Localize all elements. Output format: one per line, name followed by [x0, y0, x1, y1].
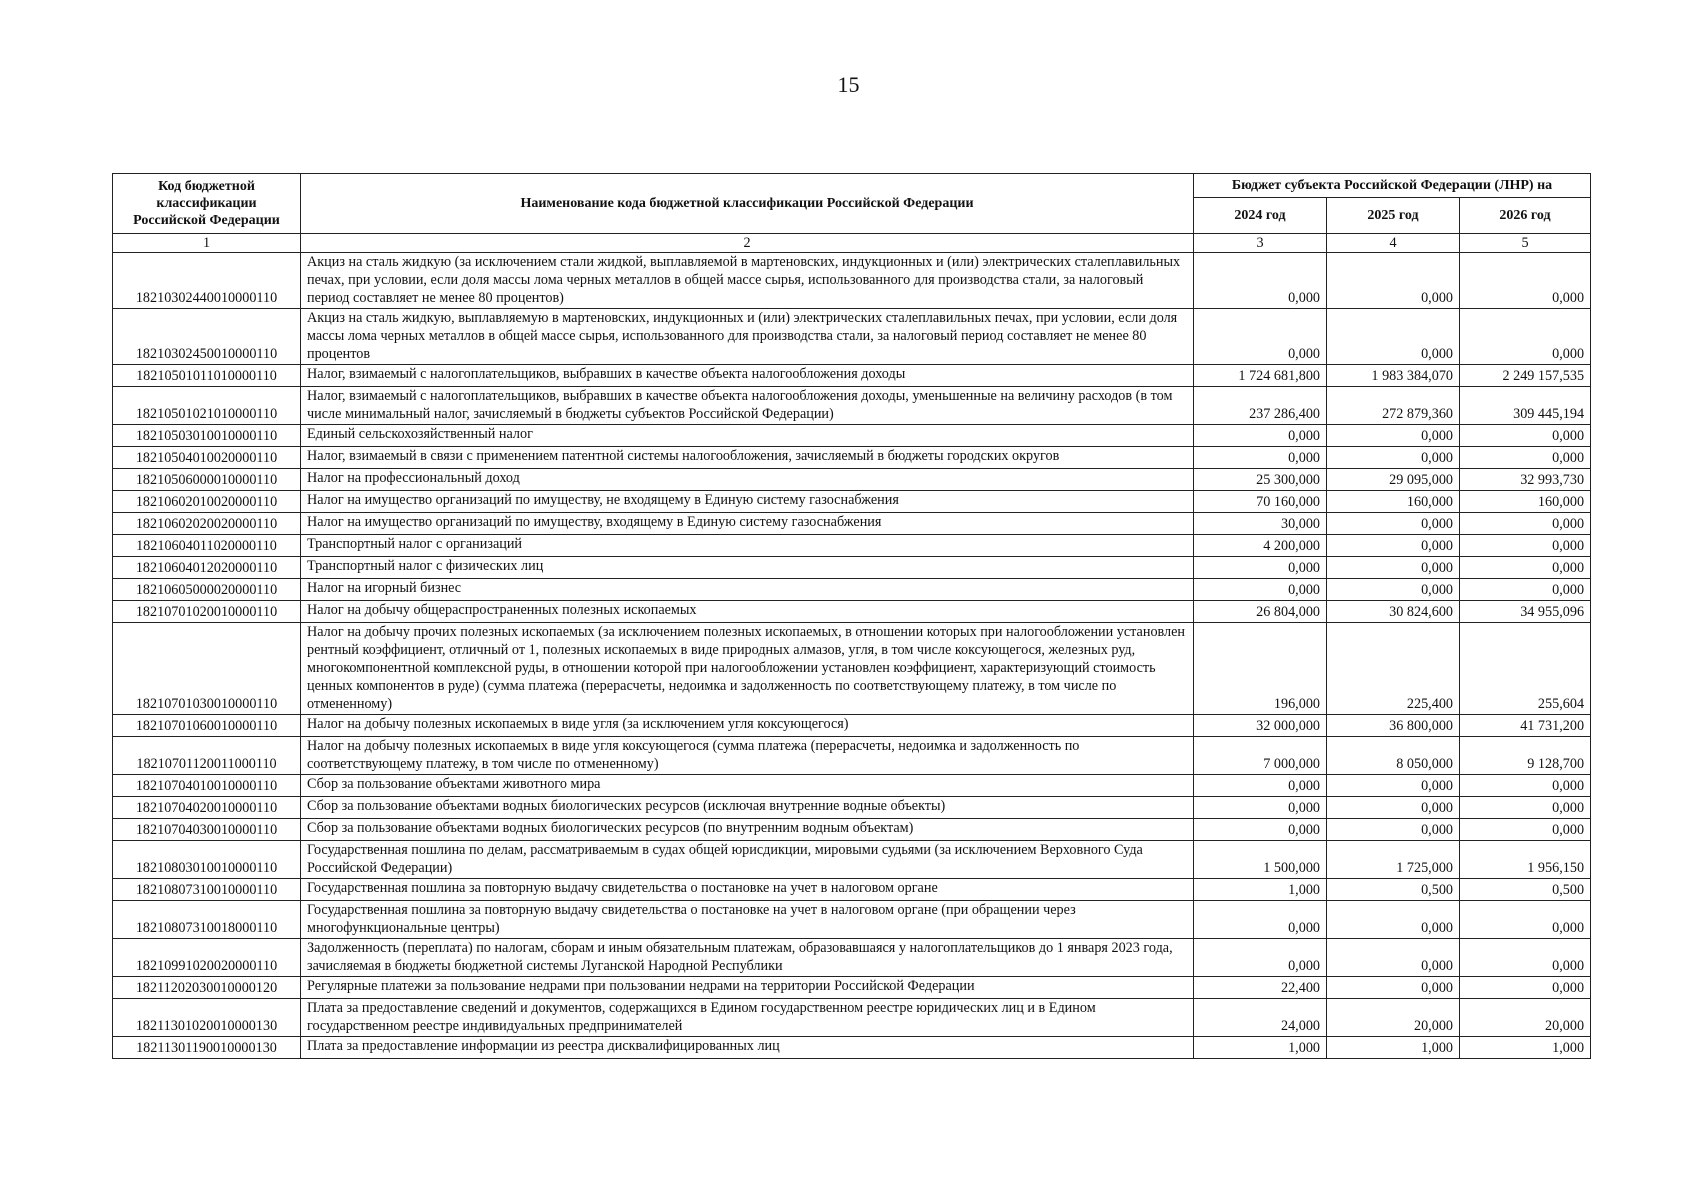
column-number-row — [113, 234, 1591, 253]
cell-2024: 0,000 — [1194, 939, 1327, 977]
cell-2025: 0,500 — [1327, 879, 1460, 901]
cell-code: 18210701120011000110 — [113, 737, 301, 775]
table-row — [113, 841, 1591, 879]
cell-2026: 0,000 — [1460, 939, 1591, 977]
header-code: Код бюджетной классификации Российской Федерации — [113, 174, 301, 234]
cell-code: 18210604012020000110 — [113, 557, 301, 579]
cell-code: 18211301190010000130 — [113, 1037, 301, 1059]
cell-2026: 1 956,150 — [1460, 841, 1591, 879]
cell-2026: 0,000 — [1460, 557, 1591, 579]
cell-name: Налог на игорный бизнес — [301, 579, 1194, 601]
cell-2026: 9 128,700 — [1460, 737, 1591, 775]
cell-code: 18210807310010000110 — [113, 879, 301, 901]
cell-2025: 0,000 — [1327, 977, 1460, 999]
cell-2024: 0,000 — [1194, 819, 1327, 841]
column-number: 3 — [1194, 234, 1327, 253]
table-row — [113, 557, 1591, 579]
cell-code: 18210506000010000110 — [113, 469, 301, 491]
cell-name: Сбор за пользование объектами водных биологических ресурсов (исключая внутренние водные объекты) — [301, 797, 1194, 819]
cell-2025: 0,000 — [1327, 775, 1460, 797]
cell-2026: 0,000 — [1460, 901, 1591, 939]
table-row — [113, 1037, 1591, 1059]
cell-2024: 0,000 — [1194, 253, 1327, 309]
cell-name: Налог на добычу прочих полезных ископаемых (за исключением полезных ископаемых, в отношении которых при налогообложении установлен рентный коэффициент, отличный от 1, полезных ископаемых в виде природных алмазов, угля, в том числе коксующегося, железных руд, многокомпонентной комплексной руды, в отношении которой при налогообложении установлен коэффициент, характеризующий стоимость ценных компонентов в руде) (сумма платежа (перерасчеты, недоимка и задолженность по соответствующему платежу, в том числе по отмененному) — [301, 623, 1194, 715]
table-row — [113, 447, 1591, 469]
cell-name: Транспортный налог с организаций — [301, 535, 1194, 557]
cell-code: 18210803010010000110 — [113, 841, 301, 879]
cell-name: Налог на имущество организаций по имуществу, входящему в Единую систему газоснабжения — [301, 513, 1194, 535]
table-body — [113, 253, 1591, 1059]
cell-2024: 0,000 — [1194, 425, 1327, 447]
cell-2024: 1,000 — [1194, 879, 1327, 901]
cell-2026: 0,000 — [1460, 309, 1591, 365]
cell-code: 18210604011020000110 — [113, 535, 301, 557]
cell-2026: 0,000 — [1460, 253, 1591, 309]
cell-2026: 34 955,096 — [1460, 601, 1591, 623]
table-row — [113, 775, 1591, 797]
table-row — [113, 939, 1591, 977]
cell-name: Акциз на сталь жидкую, выплавляемую в мартеновских, индукционных и (или) электрических сталеплавильных печах, при условии, если доля массы лома черных металлов в общей массе сырья, использованного для производства стали, за налоговый период составляет не менее 80 процентов — [301, 309, 1194, 365]
cell-2026: 32 993,730 — [1460, 469, 1591, 491]
cell-code: 18210602010020000110 — [113, 491, 301, 513]
cell-2025: 30 824,600 — [1327, 601, 1460, 623]
cell-2025: 0,000 — [1327, 797, 1460, 819]
cell-2024: 7 000,000 — [1194, 737, 1327, 775]
column-number: 1 — [113, 234, 301, 253]
cell-2026: 255,604 — [1460, 623, 1591, 715]
cell-name: Налог на добычу полезных ископаемых в виде угля коксующегося (сумма платежа (перерасчеты, недоимка и задолженность по соответствующему платежу, в том числе по отмененному) — [301, 737, 1194, 775]
cell-code: 18210704030010000110 — [113, 819, 301, 841]
cell-2024: 30,000 — [1194, 513, 1327, 535]
table-row — [113, 469, 1591, 491]
cell-2026: 160,000 — [1460, 491, 1591, 513]
cell-2024: 70 160,000 — [1194, 491, 1327, 513]
cell-name: Налог на добычу полезных ископаемых в виде угля (за исключением угля коксующегося) — [301, 715, 1194, 737]
table-row — [113, 977, 1591, 999]
cell-2024: 24,000 — [1194, 999, 1327, 1037]
header-name: Наименование кода бюджетной классификации Российской Федерации — [301, 174, 1194, 234]
table-row — [113, 715, 1591, 737]
cell-2026: 0,500 — [1460, 879, 1591, 901]
cell-2025: 0,000 — [1327, 253, 1460, 309]
cell-2026: 0,000 — [1460, 775, 1591, 797]
cell-2024: 0,000 — [1194, 775, 1327, 797]
cell-2025: 36 800,000 — [1327, 715, 1460, 737]
cell-code: 18211202030010000120 — [113, 977, 301, 999]
cell-2025: 0,000 — [1327, 309, 1460, 365]
cell-name: Плата за предоставление сведений и документов, содержащихся в Едином государственном реестре юридических лиц и в Едином государственном реестре индивидуальных предпринимателей — [301, 999, 1194, 1037]
column-number: 4 — [1327, 234, 1460, 253]
table-row — [113, 365, 1591, 387]
cell-2025: 1,000 — [1327, 1037, 1460, 1059]
cell-name: Задолженность (переплата) по налогам, сборам и иным обязательным платежам, образовавшаяся у налогоплательщиков до 1 января 2023 года, зачисляемая в бюджеты бюджетной системы Луганской Народной Республики — [301, 939, 1194, 977]
cell-name: Плата за предоставление информации из реестра дисквалифицированных лиц — [301, 1037, 1194, 1059]
table-row — [113, 737, 1591, 775]
cell-2026: 20,000 — [1460, 999, 1591, 1037]
cell-2025: 0,000 — [1327, 535, 1460, 557]
table-row — [113, 491, 1591, 513]
cell-2025: 1 725,000 — [1327, 841, 1460, 879]
table-row — [113, 797, 1591, 819]
cell-2026: 0,000 — [1460, 425, 1591, 447]
table-row — [113, 601, 1591, 623]
cell-2025: 0,000 — [1327, 513, 1460, 535]
cell-2026: 309 445,194 — [1460, 387, 1591, 425]
cell-2024: 0,000 — [1194, 579, 1327, 601]
header-budget: Бюджет субъекта Российской Федерации (ЛНР) на — [1194, 174, 1591, 198]
cell-code: 18210501021010000110 — [113, 387, 301, 425]
table-row — [113, 253, 1591, 309]
cell-2024: 26 804,000 — [1194, 601, 1327, 623]
cell-2024: 1 724 681,800 — [1194, 365, 1327, 387]
cell-code: 18210302440010000110 — [113, 253, 301, 309]
cell-2025: 8 050,000 — [1327, 737, 1460, 775]
cell-name: Налог, взимаемый в связи с применением патентной системы налогообложения, зачисляемый в бюджеты городских округов — [301, 447, 1194, 469]
cell-2026: 0,000 — [1460, 797, 1591, 819]
cell-code: 18210503010010000110 — [113, 425, 301, 447]
table-row — [113, 513, 1591, 535]
cell-code: 18210701020010000110 — [113, 601, 301, 623]
cell-2024: 0,000 — [1194, 901, 1327, 939]
cell-2026: 0,000 — [1460, 447, 1591, 469]
table-row — [113, 879, 1591, 901]
cell-code: 18210504010020000110 — [113, 447, 301, 469]
cell-name: Регулярные платежи за пользование недрами при пользовании недрами на территории Российской Федерации — [301, 977, 1194, 999]
cell-code: 18210991020020000110 — [113, 939, 301, 977]
cell-2025: 29 095,000 — [1327, 469, 1460, 491]
cell-2025: 0,000 — [1327, 901, 1460, 939]
column-number: 5 — [1460, 234, 1591, 253]
cell-code: 18211301020010000130 — [113, 999, 301, 1037]
cell-2024: 0,000 — [1194, 309, 1327, 365]
cell-name: Налог на профессиональный доход — [301, 469, 1194, 491]
cell-2026: 0,000 — [1460, 513, 1591, 535]
cell-code: 18210605000020000110 — [113, 579, 301, 601]
cell-code: 18210701060010000110 — [113, 715, 301, 737]
cell-2025: 0,000 — [1327, 579, 1460, 601]
cell-name: Сбор за пользование объектами животного мира — [301, 775, 1194, 797]
cell-2025: 160,000 — [1327, 491, 1460, 513]
page-number: 15 — [837, 72, 860, 97]
table-row — [113, 999, 1591, 1037]
cell-name: Сбор за пользование объектами водных биологических ресурсов (по внутренним водным объектам) — [301, 819, 1194, 841]
cell-2026: 0,000 — [1460, 535, 1591, 557]
cell-2025: 0,000 — [1327, 447, 1460, 469]
cell-code: 18210704010010000110 — [113, 775, 301, 797]
header-year-2024: 2024 год — [1194, 198, 1327, 234]
table-row — [113, 623, 1591, 715]
table-row — [113, 535, 1591, 557]
cell-code: 18210602020020000110 — [113, 513, 301, 535]
cell-2024: 237 286,400 — [1194, 387, 1327, 425]
cell-2026: 0,000 — [1460, 819, 1591, 841]
cell-2025: 1 983 384,070 — [1327, 365, 1460, 387]
cell-2025: 0,000 — [1327, 819, 1460, 841]
cell-name: Государственная пошлина по делам, рассматриваемым в судах общей юрисдикции, мировыми судьями (за исключением Верховного Суда Российской Федерации) — [301, 841, 1194, 879]
cell-2025: 0,000 — [1327, 425, 1460, 447]
cell-name: Налог, взимаемый с налогоплательщиков, выбравших в качестве объекта налогообложения доходы, уменьшенные на величину расходов (в том числе минимальный налог, зачисляемый в бюджеты субъектов Российской Федерации) — [301, 387, 1194, 425]
cell-code: 18210704020010000110 — [113, 797, 301, 819]
cell-2024: 0,000 — [1194, 557, 1327, 579]
header-year-2025: 2025 год — [1327, 198, 1460, 234]
cell-2024: 4 200,000 — [1194, 535, 1327, 557]
cell-2024: 1,000 — [1194, 1037, 1327, 1059]
column-number: 2 — [301, 234, 1194, 253]
cell-name: Государственная пошлина за повторную выдачу свидетельства о постановке на учет в налоговом органе (при обращении через многофункциональные центры) — [301, 901, 1194, 939]
cell-2024: 0,000 — [1194, 797, 1327, 819]
cell-2025: 225,400 — [1327, 623, 1460, 715]
cell-code: 18210807310018000110 — [113, 901, 301, 939]
table-row — [113, 387, 1591, 425]
cell-2024: 0,000 — [1194, 447, 1327, 469]
cell-2026: 0,000 — [1460, 977, 1591, 999]
cell-name: Налог, взимаемый с налогоплательщиков, выбравших в качестве объекта налогообложения доходы — [301, 365, 1194, 387]
budget-revenue-table — [112, 173, 1591, 1059]
cell-2024: 22,400 — [1194, 977, 1327, 999]
cell-name: Налог на добычу общераспространенных полезных ископаемых — [301, 601, 1194, 623]
cell-2026: 1,000 — [1460, 1037, 1591, 1059]
cell-2024: 196,000 — [1194, 623, 1327, 715]
table-row — [113, 309, 1591, 365]
cell-code: 18210501011010000110 — [113, 365, 301, 387]
cell-name: Акциз на сталь жидкую (за исключением стали жидкой, выплавляемой в мартеновских, индукционных и (или) электрических сталеплавильных печах, при условии, если доля массы лома черных металлов в общей массе сырья, использованного для производства стали, за налоговый период составляет не менее 80 процентов) — [301, 253, 1194, 309]
cell-2026: 0,000 — [1460, 579, 1591, 601]
cell-2024: 1 500,000 — [1194, 841, 1327, 879]
cell-2025: 0,000 — [1327, 939, 1460, 977]
cell-2025: 0,000 — [1327, 557, 1460, 579]
table-row — [113, 819, 1591, 841]
cell-2026: 2 249 157,535 — [1460, 365, 1591, 387]
table-row — [113, 425, 1591, 447]
cell-2024: 32 000,000 — [1194, 715, 1327, 737]
cell-name: Транспортный налог с физических лиц — [301, 557, 1194, 579]
cell-code: 18210302450010000110 — [113, 309, 301, 365]
table-row — [113, 901, 1591, 939]
cell-name: Налог на имущество организаций по имуществу, не входящему в Единую систему газоснабжения — [301, 491, 1194, 513]
cell-2024: 25 300,000 — [1194, 469, 1327, 491]
cell-2025: 20,000 — [1327, 999, 1460, 1037]
cell-code: 18210701030010000110 — [113, 623, 301, 715]
cell-2025: 272 879,360 — [1327, 387, 1460, 425]
table-row — [113, 579, 1591, 601]
cell-name: Государственная пошлина за повторную выдачу свидетельства о постановке на учет в налоговом органе — [301, 879, 1194, 901]
header-year-2026: 2026 год — [1460, 198, 1591, 234]
cell-name: Единый сельскохозяйственный налог — [301, 425, 1194, 447]
cell-2026: 41 731,200 — [1460, 715, 1591, 737]
